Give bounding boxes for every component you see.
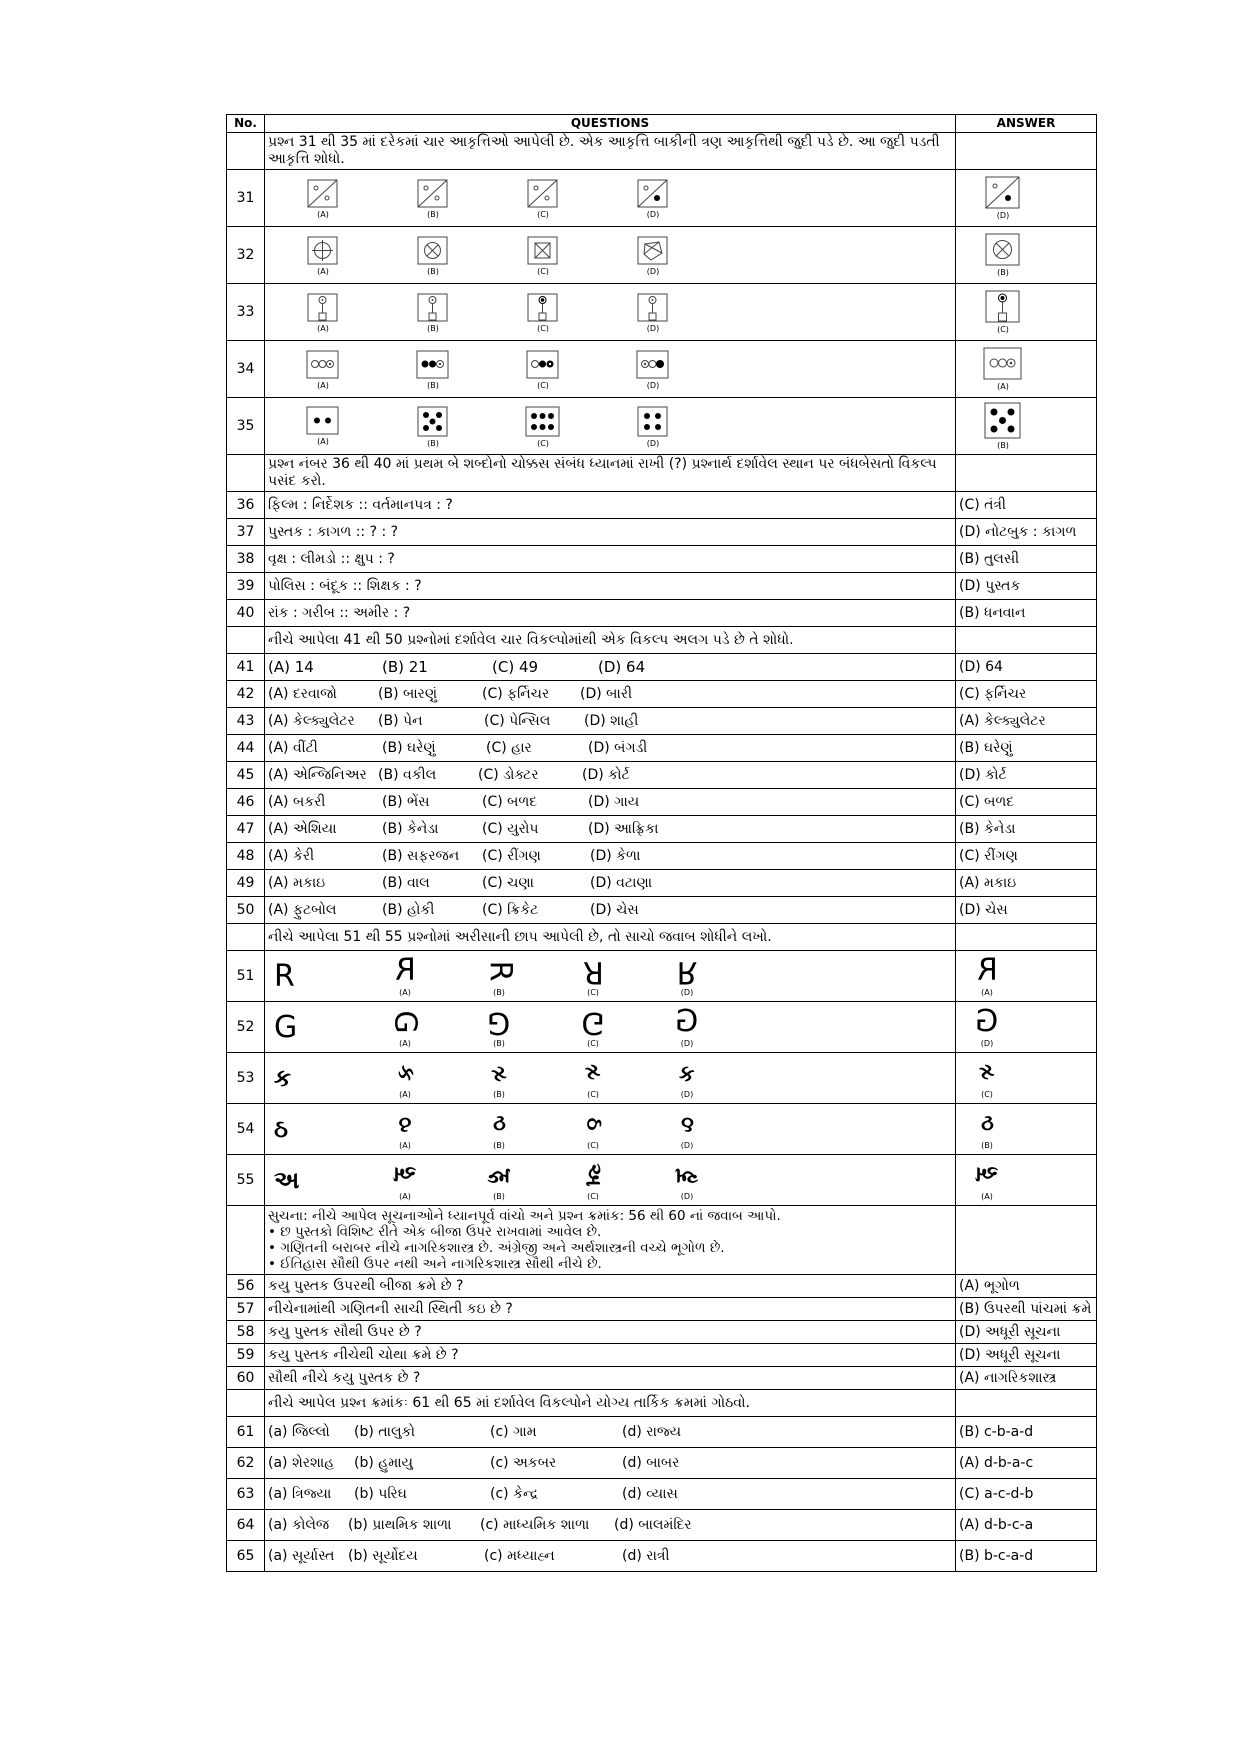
section-intro-row <box>227 627 1097 654</box>
three-circles-figure <box>306 350 340 380</box>
question-options: (A) વીંટી (B) ઘરેણું (C) હાર (D) બંગડી <box>265 735 956 762</box>
question-row: 42 (A) દરવાજો (B) બારણું (C) ફર્નિચર (D) બારી (C) ફર્નિચર <box>227 681 1097 708</box>
figure-option: (A) <box>268 350 378 391</box>
col-header-no: No. <box>227 115 265 133</box>
answer-text: (A) કેલ્ક્યુલેટર <box>956 708 1097 735</box>
question-number: 31 <box>227 170 265 227</box>
question-number: 34 <box>227 341 265 398</box>
original-character: અ <box>274 1165 300 1194</box>
mirror-option: અ (C) <box>581 1162 606 1201</box>
figure-option: (C) <box>488 406 598 449</box>
figure-option: (D) <box>598 350 708 391</box>
answer-text: (C) તંત્રી <box>956 492 1097 519</box>
question-options: (A) કેરી (B) સફરજન (C) રીંગણ (D) કેળા <box>265 843 956 870</box>
diagonal-square-figure <box>527 179 559 209</box>
pin-figure <box>307 293 339 323</box>
instructions-block <box>265 1206 956 1275</box>
question-text: નીચેનામાંથી ગણિતની સાચી સ્થિતી કઇ છે ? <box>265 1298 956 1321</box>
figure-option: (D) <box>598 236 708 277</box>
section-intro-row <box>227 924 1097 951</box>
answer-text: (D) 64 <box>956 654 1097 681</box>
mirror-option: ક (C) <box>585 1059 601 1099</box>
question-row: 46 (A) બકરી (B) ભેંસ (C) બળદ (D) ગાય (C) બળદ <box>227 789 1097 816</box>
answer-text: (A) ભૂગોળ <box>956 1275 1097 1298</box>
mirror-option: અ (A) <box>393 1161 417 1201</box>
question-text: કયુ પુસ્તક સૌથી ઉપર છે ? <box>265 1321 956 1344</box>
answer-figure <box>985 233 1021 267</box>
answer-text: (A) d-b-c-a <box>956 1510 1097 1541</box>
circle-x-figure <box>417 236 449 266</box>
figure-option: (B) <box>378 179 488 220</box>
section-intro-31-35: પ્રશ્ન 31 થી 35 માં દરેકમાં ચાર આકૃત્તિઓ આપેલી છે. એક આકૃત્તિ બાકીની ત્રણ આકૃત્તિથી જુદી પડે છે. આ જુદી પડતી આકૃત્તિ શોધો. <box>265 133 956 170</box>
section-intro-51-55: નીચે આપેલા 51 થી 55 પ્રશ્નોમાં અરીસાની છાપ આપેલી છે, તો સાચો જવાબ શોધીને લખો. <box>265 924 956 951</box>
answer-cell: (A) <box>956 341 1097 398</box>
mirror-option: ઠ (A) <box>398 1111 412 1150</box>
question-options: (A) કેલ્ક્યુલેટર (B) પેન (C) પેન્સિલ (D) શાહી <box>265 708 956 735</box>
pin-figure <box>637 293 669 323</box>
question-number: 35 <box>227 398 265 455</box>
three-circles-figure <box>526 350 560 380</box>
question-row: 54 ઠ ઠ (A) ઠ (B) ઠ (C) ઠ (D) ઠ (B) <box>227 1104 1097 1155</box>
mirror-option: અ (B) <box>487 1162 511 1201</box>
question-text: કયુ પુસ્તક ઉપરથી બીજા ક્રમે છે ? <box>265 1275 956 1298</box>
mirror-option: G (A) <box>388 1009 423 1048</box>
question-row <box>227 284 1097 341</box>
mirror-option: R (D) <box>676 953 698 997</box>
question-row: 47 (A) એશિયા (B) કેનેડા (C) યુરોપ (D) આફ્રિકા (B) કેનેડા <box>227 816 1097 843</box>
mirror-option: ક (D) <box>679 1060 695 1099</box>
answer-cell: ઠ (B) <box>956 1104 1097 1155</box>
question-options: (a) સૂર્યાસ્ત (b) સૂર્યોદય (c) મધ્યાહ્ન (d) રાત્રી <box>265 1541 956 1572</box>
question-options: (A) ફુટબોલ (B) હોકી (C) ક્રિકેટ (D) ચેસ <box>265 897 956 924</box>
question-figures <box>265 398 956 455</box>
question-row: 39 પોલિસ : બંદૂક :: શિક્ષક : ? (D) પુસ્તક <box>227 573 1097 600</box>
question-row: 41 (A) 14 (B) 21 (C) 49 (D) 64 (D) 64 <box>227 654 1097 681</box>
question-row: 58 કયુ પુસ્તક સૌથી ઉપર છે ? (D) અધૂરી સૂચના <box>227 1321 1097 1344</box>
question-text: પુસ્તક : કાગળ :: ? : ? <box>265 519 956 546</box>
instruction-line: • ગણિતની બરાબર નીચે નાગરિકશાસ્ત્ર છે. અંગ્રેજી અને અર્થશાસ્ત્રની વચ્ચે ભૂગોળ છે. <box>268 1240 725 1256</box>
circle-cross-figure <box>307 236 339 266</box>
section-intro-row <box>227 455 1097 492</box>
question-options: (A) દરવાજો (B) બારણું (C) ફર્નિચર (D) બારી <box>265 681 956 708</box>
question-text: પોલિસ : બંદૂક :: શિક્ષક : ? <box>265 573 956 600</box>
answer-figure <box>985 290 1021 324</box>
mirror-option: ક (B) <box>491 1060 507 1099</box>
original-character: ઠ <box>274 1114 288 1143</box>
instructions-title: સુચના: નીચે આપેલ સૂચનાઓને ધ્યાનપૂર્વ વાંચો અને પ્રશ્ન ક્રમાંક: 56 થી 60 નાં જવાબ આપો. <box>268 1208 781 1224</box>
figure-option: (B) <box>378 293 488 334</box>
question-figures <box>265 341 956 398</box>
original-character: G <box>274 1009 298 1045</box>
question-figures <box>265 227 956 284</box>
answer-cell: (B) <box>956 398 1097 455</box>
question-text: રાંક : ગરીબ :: અમીર : ? <box>265 600 956 627</box>
figure-option: (B) <box>378 236 488 277</box>
mirror-option: G (C) <box>581 1004 605 1048</box>
answer-figure <box>983 347 1023 381</box>
question-row <box>227 341 1097 398</box>
mirror-option: R (B) <box>481 960 517 997</box>
mirror-option: અ (D) <box>675 1162 699 1201</box>
figure-option: (A) <box>268 236 378 277</box>
question-row: 61 (a) જિલ્લો (b) તાલુકો (c) ગામ (d) રાજ્ય (B) c-b-a-d <box>227 1417 1097 1448</box>
answer-text: (B) કેનેડા <box>956 816 1097 843</box>
figure-option: (A) <box>268 179 378 220</box>
mirror-option: G (D) <box>675 1003 699 1048</box>
answer-text: (B) c-b-a-d <box>956 1417 1097 1448</box>
answer-figure <box>984 402 1022 440</box>
answer-text: (A) મકાઇ <box>956 870 1097 897</box>
answer-text: (A) d-b-a-c <box>956 1448 1097 1479</box>
pin-figure <box>417 293 449 323</box>
question-row: 60 સૌથી નીચે કયુ પુસ્તક છે ? (A) નાગરિકશાસ્ત્ર <box>227 1367 1097 1390</box>
mirror-option: ઠ (C) <box>581 1117 606 1150</box>
pin-figure <box>527 293 559 323</box>
question-row: 36 ફિલ્મ : નિર્દેશક :: વર્તમાનપત્ર : ? (C) તંત્રી <box>227 492 1097 519</box>
question-row: 53 ક ક (A) ક (B) ક (C) ક (D) ક (C) <box>227 1053 1097 1104</box>
question-row: 43 (A) કેલ્ક્યુલેટર (B) પેન (C) પેન્સિલ (D) શાહી (A) કેલ્ક્યુલેટર <box>227 708 1097 735</box>
figure-option: (C) <box>488 350 598 391</box>
three-circles-figure <box>636 350 670 380</box>
answer-cell: R (A) <box>956 951 1097 1002</box>
answer-text: (D) અધૂરી સૂચના <box>956 1321 1097 1344</box>
question-text: કયુ પુસ્તક નીચેથી ચોથા ક્રમે છે ? <box>265 1344 956 1367</box>
question-options: (a) જિલ્લો (b) તાલુકો (c) ગામ (d) રાજ્ય <box>265 1417 956 1448</box>
figure-option: (A) <box>268 293 378 334</box>
question-answer-table <box>226 114 1097 1572</box>
question-row: 44 (A) વીંટી (B) ઘરેણું (C) હાર (D) બંગડી (B) ઘરેણું <box>227 735 1097 762</box>
mirror-question <box>265 1002 956 1053</box>
dice-two-figure <box>306 406 340 436</box>
answer-cell: (C) <box>956 284 1097 341</box>
question-row: 59 કયુ પુસ્તક નીચેથી ચોથા ક્રમે છે ? (D) અધૂરી સૂચના <box>227 1344 1097 1367</box>
answer-text: (C) a-c-d-b <box>956 1479 1097 1510</box>
question-options: (A) મકાઇ (B) વાલ (C) ચણા (D) વટાણા <box>265 870 956 897</box>
mirror-option: R (C) <box>582 953 604 997</box>
question-row: 50 (A) ફુટબોલ (B) હોકી (C) ક્રિકેટ (D) ચેસ (D) ચેસ <box>227 897 1097 924</box>
question-row: 45 (A) એન્જિનિઅર (B) વકીલ (C) ડોક્ટર (D) કોર્ટ (D) કોર્ટ <box>227 762 1097 789</box>
diagonal-square-figure <box>417 179 449 209</box>
answer-text: (D) અધૂરી સૂચના <box>956 1344 1097 1367</box>
question-row: 64 (a) કોલેજ (b) પ્રાથમિક શાળા (c) માધ્યમિક શાળા (d) બાલમંદિર (A) d-b-c-a <box>227 1510 1097 1541</box>
mirror-option: ઠ (D) <box>680 1111 694 1150</box>
question-text: ફિલ્મ : નિર્દેશક :: વર્તમાનપત્ર : ? <box>265 492 956 519</box>
question-row: 49 (A) મકાઇ (B) વાલ (C) ચણા (D) વટાણા (A) મકાઇ <box>227 870 1097 897</box>
mirror-question <box>265 1104 956 1155</box>
answer-text: (B) ઉપરથી પાંચમાં ક્રમે <box>956 1298 1097 1321</box>
answer-text: (D) કોર્ટ <box>956 762 1097 789</box>
question-row <box>227 398 1097 455</box>
col-header-questions: QUESTIONS <box>265 115 956 133</box>
col-header-answer: ANSWER <box>956 115 1097 133</box>
mirror-question <box>265 951 956 1002</box>
diagonal-square-figure <box>307 179 339 209</box>
figure-option: (C) <box>488 293 598 334</box>
polygon-x-figure <box>637 236 669 266</box>
answer-cell: (B) <box>956 227 1097 284</box>
instruction-line: • ઈતિહાસ સૌથી ઉપર નથી અને નાગરિકશાસ્ત્ર સૌથી નીચે છે. <box>268 1256 602 1272</box>
mirror-option: ઠ (B) <box>492 1110 506 1150</box>
answer-cell: ક (C) <box>956 1053 1097 1104</box>
figure-option: (A) <box>268 406 378 447</box>
question-row: 52 G G (A) G (B) G (C) G (D) G (D) <box>227 1002 1097 1053</box>
dice-four-figure <box>637 406 669 438</box>
dice-six-figure <box>525 406 561 438</box>
answer-cell: અ (A) <box>956 1155 1097 1206</box>
question-row: 63 (a) ત્રિજ્યા (b) પરિઘ (c) કેન્દ્ર (d) વ્યાસ (C) a-c-d-b <box>227 1479 1097 1510</box>
section-intro-row <box>227 1390 1097 1417</box>
diagonal-square-figure <box>637 179 669 209</box>
original-character: ક <box>274 1063 291 1092</box>
question-figures <box>265 170 956 227</box>
question-options: (A) 14 (B) 21 (C) 49 (D) 64 <box>265 654 956 681</box>
figure-option: (D) <box>598 406 708 449</box>
answer-text: (B) ધનવાન <box>956 600 1097 627</box>
question-number: 33 <box>227 284 265 341</box>
question-options: (A) એન્જિનિઅર (B) વકીલ (C) ડોક્ટર (D) કોર્ટ <box>265 762 956 789</box>
instructions-row <box>227 1206 1097 1275</box>
figure-option: (D) <box>598 179 708 220</box>
mirror-option: R (A) <box>394 952 416 997</box>
section-intro-41-50: નીચે આપેલા 41 થી 50 પ્રશ્નોમાં દર્શાવેલ ચાર વિકલ્પોમાંથી એક વિકલ્પ અલગ પડે છે તે શોધો. <box>265 627 956 654</box>
question-row: 65 (a) સૂર્યાસ્ત (b) સૂર્યોદય (c) મધ્યાહ્ન (d) રાત્રી (B) b-c-a-d <box>227 1541 1097 1572</box>
question-row: 62 (a) શેરશાહ (b) હુમાયુ (c) અકબર (d) બાબર (A) d-b-a-c <box>227 1448 1097 1479</box>
question-options: (a) કોલેજ (b) પ્રાથમિક શાળા (c) માધ્યમિક શાળા (d) બાલમંદિર <box>265 1510 956 1541</box>
square-x-figure <box>527 236 559 266</box>
answer-text: (B) ઘરેણું <box>956 735 1097 762</box>
question-options: (a) ત્રિજ્યા (b) પરિઘ (c) કેન્દ્ર (d) વ્યાસ <box>265 1479 956 1510</box>
three-circles-figure <box>416 350 450 380</box>
answer-cell: (D) <box>956 170 1097 227</box>
answer-text: (B) તુલસી <box>956 546 1097 573</box>
instruction-line: • છ પુસ્તકો વિશિષ્ટ રીતે એક બીજા ઉપર રાખવામાં આવેલ છે. <box>268 1224 602 1240</box>
question-options: (A) એશિયા (B) કેનેડા (C) યુરોપ (D) આફ્રિકા <box>265 816 956 843</box>
question-row: 48 (A) કેરી (B) સફરજન (C) રીંગણ (D) કેળા (C) રીંગણ <box>227 843 1097 870</box>
figure-option: (C) <box>488 179 598 220</box>
figure-option: (D) <box>598 293 708 334</box>
mirror-question <box>265 1155 956 1206</box>
question-row <box>227 227 1097 284</box>
answer-text: (A) નાગરિકશાસ્ત્ર <box>956 1367 1097 1390</box>
question-text: વૃક્ષ : લીમડો :: ક્ષુપ : ? <box>265 546 956 573</box>
section-intro-61-65: નીચે આપેલ પ્રશ્ન ક્રમાંકઃ 61 થી 65 માં દર્શાવેલ વિકલ્પોને યોગ્ય તાર્કિક ક્રમમાં ગોઠવો. <box>265 1390 956 1417</box>
answer-text: (B) b-c-a-d <box>956 1541 1097 1572</box>
mirror-option: ક (A) <box>392 1064 418 1099</box>
answer-text: (C) રીંગણ <box>956 843 1097 870</box>
answer-text: (D) ચેસ <box>956 897 1097 924</box>
question-text: સૌથી નીચે કયુ પુસ્તક છે ? <box>265 1367 956 1390</box>
question-figures <box>265 284 956 341</box>
figure-option: (B) <box>378 406 488 449</box>
question-row: 57 નીચેનામાંથી ગણિતની સાચી સ્થિતી કઇ છે ? (B) ઉપરથી પાંચમાં ક્રમે <box>227 1298 1097 1321</box>
figure-option: (B) <box>378 350 488 391</box>
question-row: 38 વૃક્ષ : લીમડો :: ક્ષુપ : ? (B) તુલસી <box>227 546 1097 573</box>
section-intro-row <box>227 133 1097 170</box>
question-row: 56 કયુ પુસ્તક ઉપરથી બીજા ક્રમે છે ? (A) ભૂગોળ <box>227 1275 1097 1298</box>
question-number: 32 <box>227 227 265 284</box>
answer-figure <box>985 176 1021 210</box>
dice-five-figure <box>417 406 449 438</box>
answer-text: (C) બળદ <box>956 789 1097 816</box>
figure-option: (C) <box>488 236 598 277</box>
question-options: (A) બકરી (B) ભેંસ (C) બળદ (D) ગાય <box>265 789 956 816</box>
question-row: 55 અ અ (A) અ (B) અ (C) અ (D) અ (A) <box>227 1155 1097 1206</box>
answer-cell: G (D) <box>956 1002 1097 1053</box>
question-options: (a) શેરશાહ (b) હુમાયુ (c) અકબર (d) બાબર <box>265 1448 956 1479</box>
answer-text: (D) પુસ્તક <box>956 573 1097 600</box>
question-row: 37 પુસ્તક : કાગળ :: ? : ? (D) નોટબુક : કાગળ <box>227 519 1097 546</box>
original-character: R <box>274 958 295 994</box>
answer-text: (C) ફર્નિચર <box>956 681 1097 708</box>
mirror-question <box>265 1053 956 1104</box>
answer-text: (D) નોટબુક : કાગળ <box>956 519 1097 546</box>
section-intro-36-40: પ્રશ્ન નંબર 36 થી 40 માં પ્રથમ બે શબ્દોનો ચોક્કસ સંબંધ ધ્યાનમાં રાખી (?) પ્રશ્નાર્થ દર્શાવેલ સ્થાન પર બંધબેસતો વિકલ્પ પસંદ કરો. <box>265 455 956 492</box>
header-row <box>227 115 1097 133</box>
question-row <box>227 170 1097 227</box>
question-row: 51 R R (A) R (B) R (C) R (D) R (A) <box>227 951 1097 1002</box>
question-row: 40 રાંક : ગરીબ :: અમીર : ? (B) ધનવાન <box>227 600 1097 627</box>
mirror-option: G (B) <box>487 1004 511 1048</box>
